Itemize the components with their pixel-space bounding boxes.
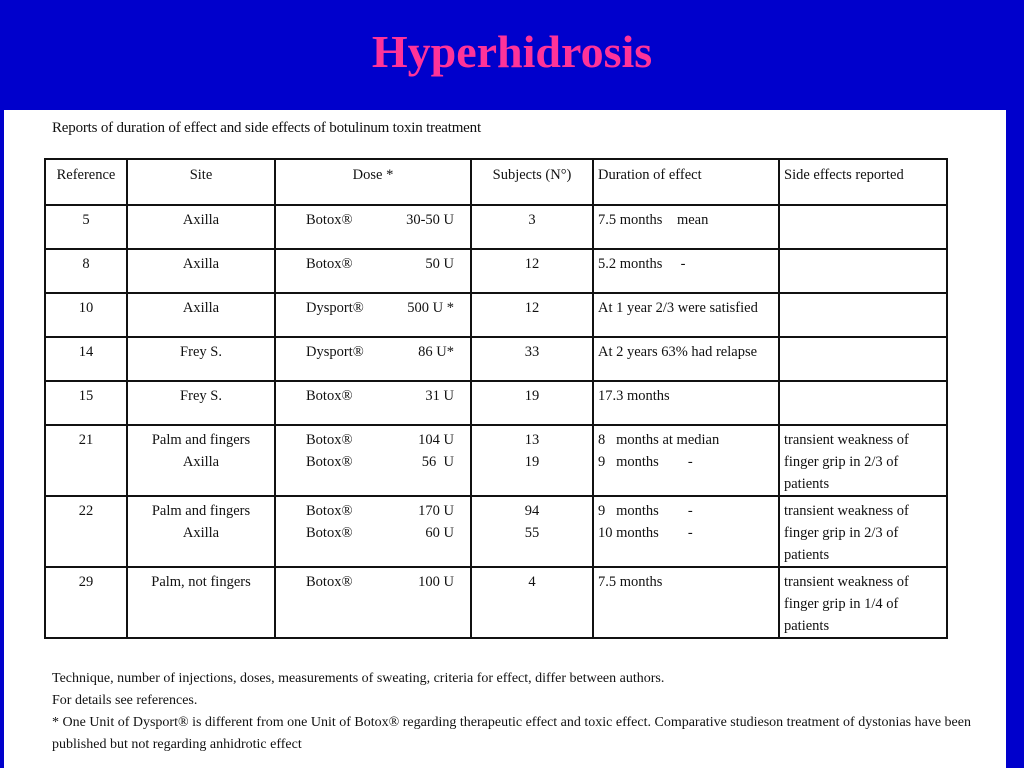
dose-line (280, 522, 466, 544)
dose-amount: 60 U (425, 525, 454, 541)
cell-duration (593, 205, 779, 249)
cell-dose (275, 425, 471, 496)
dose-amount: 500 U * (407, 300, 454, 316)
footnote-technique: Technique, number of injections, doses, measurements of sweating, criteria for effect, differ between authors. (52, 671, 665, 686)
header-reference: Reference (45, 159, 127, 205)
table-row (45, 249, 947, 293)
cell-dose (275, 496, 471, 567)
table-row (45, 425, 947, 496)
table-row (45, 337, 947, 381)
cell-dose (275, 249, 471, 293)
site-line: Palm, not fingers (151, 574, 251, 590)
cell-site (127, 337, 275, 381)
site-line: Palm and fingers (151, 503, 251, 519)
cell-site (127, 567, 275, 638)
duration-line: 8 months at median (598, 432, 720, 448)
subjects-line: 13 (524, 432, 540, 448)
subjects-line: 19 (524, 454, 540, 470)
cell-dose (275, 337, 471, 381)
cell-side-effects: transient weakness of finger grip in 2/3 of patients (779, 425, 947, 496)
site-line: Axilla (182, 256, 220, 272)
site-line: Axilla (182, 525, 220, 541)
cell-subjects (471, 496, 593, 567)
cell-dose (275, 381, 471, 425)
duration-line: 9 months - (598, 454, 693, 470)
cell-side-effects (779, 381, 947, 425)
dose-amount: 30-50 U (406, 212, 454, 228)
duration-line: 7.5 months (598, 574, 663, 590)
dose-amount: 50 U (425, 256, 454, 272)
cell-reference: 21 (45, 425, 127, 496)
dose-line (280, 209, 466, 231)
site-line: Axilla (182, 454, 220, 470)
header-subjects: Subjects (N°) (471, 159, 593, 205)
dose-line (280, 571, 466, 593)
header-dose: Dose * (275, 159, 471, 205)
duration-line: 17.3 months (598, 388, 670, 404)
subjects-line: 12 (524, 256, 540, 272)
cell-subjects (471, 567, 593, 638)
cell-site (127, 381, 275, 425)
subjects-line: 4 (528, 574, 536, 590)
subjects-line: 19 (524, 388, 540, 404)
subjects-line: 55 (524, 525, 540, 541)
cell-duration (593, 496, 779, 567)
subjects-line: 12 (524, 300, 540, 316)
dose-amount: 86 U* (418, 344, 454, 360)
table-row (45, 381, 947, 425)
cell-subjects (471, 205, 593, 249)
dose-drug: Botox® (306, 525, 353, 541)
dose-line (280, 253, 466, 275)
footnote-dysport-units: * One Unit of Dysport® is different from one Unit of Botox® regarding therapeutic effect and toxic effect. Comparative studieson treatment of dystonias have been published but not regarding anhidrotic effect (52, 715, 971, 752)
table-row (45, 567, 947, 638)
dose-amount: 104 U (418, 432, 454, 448)
cell-reference: 22 (45, 496, 127, 567)
duration-line: At 2 years 63% had relapse (598, 344, 758, 360)
dose-drug: Botox® (306, 388, 353, 404)
cell-reference: 14 (45, 337, 127, 381)
cell-reference: 8 (45, 249, 127, 293)
cell-subjects (471, 249, 593, 293)
dose-line (280, 297, 466, 319)
dose-amount: 170 U (418, 503, 454, 519)
dose-drug: Botox® (306, 574, 353, 590)
dose-drug: Botox® (306, 454, 353, 470)
cell-site (127, 249, 275, 293)
cell-site (127, 496, 275, 567)
dose-drug: Botox® (306, 256, 353, 272)
site-line: Axilla (182, 300, 220, 316)
dose-amount: 100 U (418, 574, 454, 590)
cell-reference: 15 (45, 381, 127, 425)
table-row (45, 293, 947, 337)
slide-title: Hyperhidrosis (371, 26, 653, 77)
botulinum-reports-table (44, 158, 948, 639)
cell-site (127, 293, 275, 337)
cell-subjects (471, 381, 593, 425)
cell-duration (593, 567, 779, 638)
dose-drug: Dysport® (306, 300, 364, 316)
cell-duration (593, 425, 779, 496)
dose-drug: Botox® (306, 212, 353, 228)
site-line: Palm and fingers (151, 432, 251, 448)
dose-line (280, 341, 466, 363)
dose-amount: 31 U (425, 388, 454, 404)
table-row (45, 205, 947, 249)
subjects-line: 3 (528, 212, 536, 228)
cell-reference: 5 (45, 205, 127, 249)
cell-duration (593, 249, 779, 293)
cell-reference: 29 (45, 567, 127, 638)
content-sheet (4, 110, 1006, 768)
cell-subjects (471, 425, 593, 496)
dose-drug: Botox® (306, 432, 353, 448)
cell-dose (275, 567, 471, 638)
dose-drug: Botox® (306, 503, 353, 519)
header-duration: Duration of effect (593, 159, 779, 205)
cell-site (127, 425, 275, 496)
dose-amount: 56 U (421, 454, 454, 470)
cell-side-effects (779, 293, 947, 337)
cell-subjects (471, 337, 593, 381)
dose-line (280, 429, 466, 451)
dose-line (280, 451, 466, 473)
cell-site (127, 205, 275, 249)
header-side-effects: Side effects reported (779, 159, 947, 205)
site-line: Frey S. (180, 388, 222, 404)
cell-side-effects: transient weakness of finger grip in 1/4 of patients (779, 567, 947, 638)
table-header-row (45, 159, 947, 205)
subjects-line: 94 (524, 503, 540, 519)
cell-side-effects: transient weakness of finger grip in 2/3 of patients (779, 496, 947, 567)
cell-duration (593, 293, 779, 337)
cell-side-effects (779, 337, 947, 381)
table-caption: Reports of duration of effect and side effects of botulinum toxin treatment (52, 120, 481, 136)
table-row (45, 496, 947, 567)
dose-drug: Dysport® (306, 344, 364, 360)
site-line: Frey S. (180, 344, 222, 360)
cell-subjects (471, 293, 593, 337)
duration-line: 9 months - (598, 503, 693, 519)
header-site: Site (127, 159, 275, 205)
cell-duration (593, 381, 779, 425)
dose-line (280, 500, 466, 522)
footnotes (52, 668, 992, 756)
cell-dose (275, 293, 471, 337)
cell-duration (593, 337, 779, 381)
duration-line: 5.2 months - (598, 256, 686, 272)
duration-line: At 1 year 2/3 were satisfied (598, 300, 758, 316)
cell-side-effects (779, 249, 947, 293)
site-line: Axilla (182, 212, 220, 228)
footnote-details: For details see references. (52, 693, 198, 708)
dose-line (280, 385, 466, 407)
cell-side-effects (779, 205, 947, 249)
cell-dose (275, 205, 471, 249)
duration-line: 7.5 months mean (598, 212, 709, 228)
cell-reference: 10 (45, 293, 127, 337)
subjects-line: 33 (524, 344, 540, 360)
duration-line: 10 months - (598, 525, 693, 541)
